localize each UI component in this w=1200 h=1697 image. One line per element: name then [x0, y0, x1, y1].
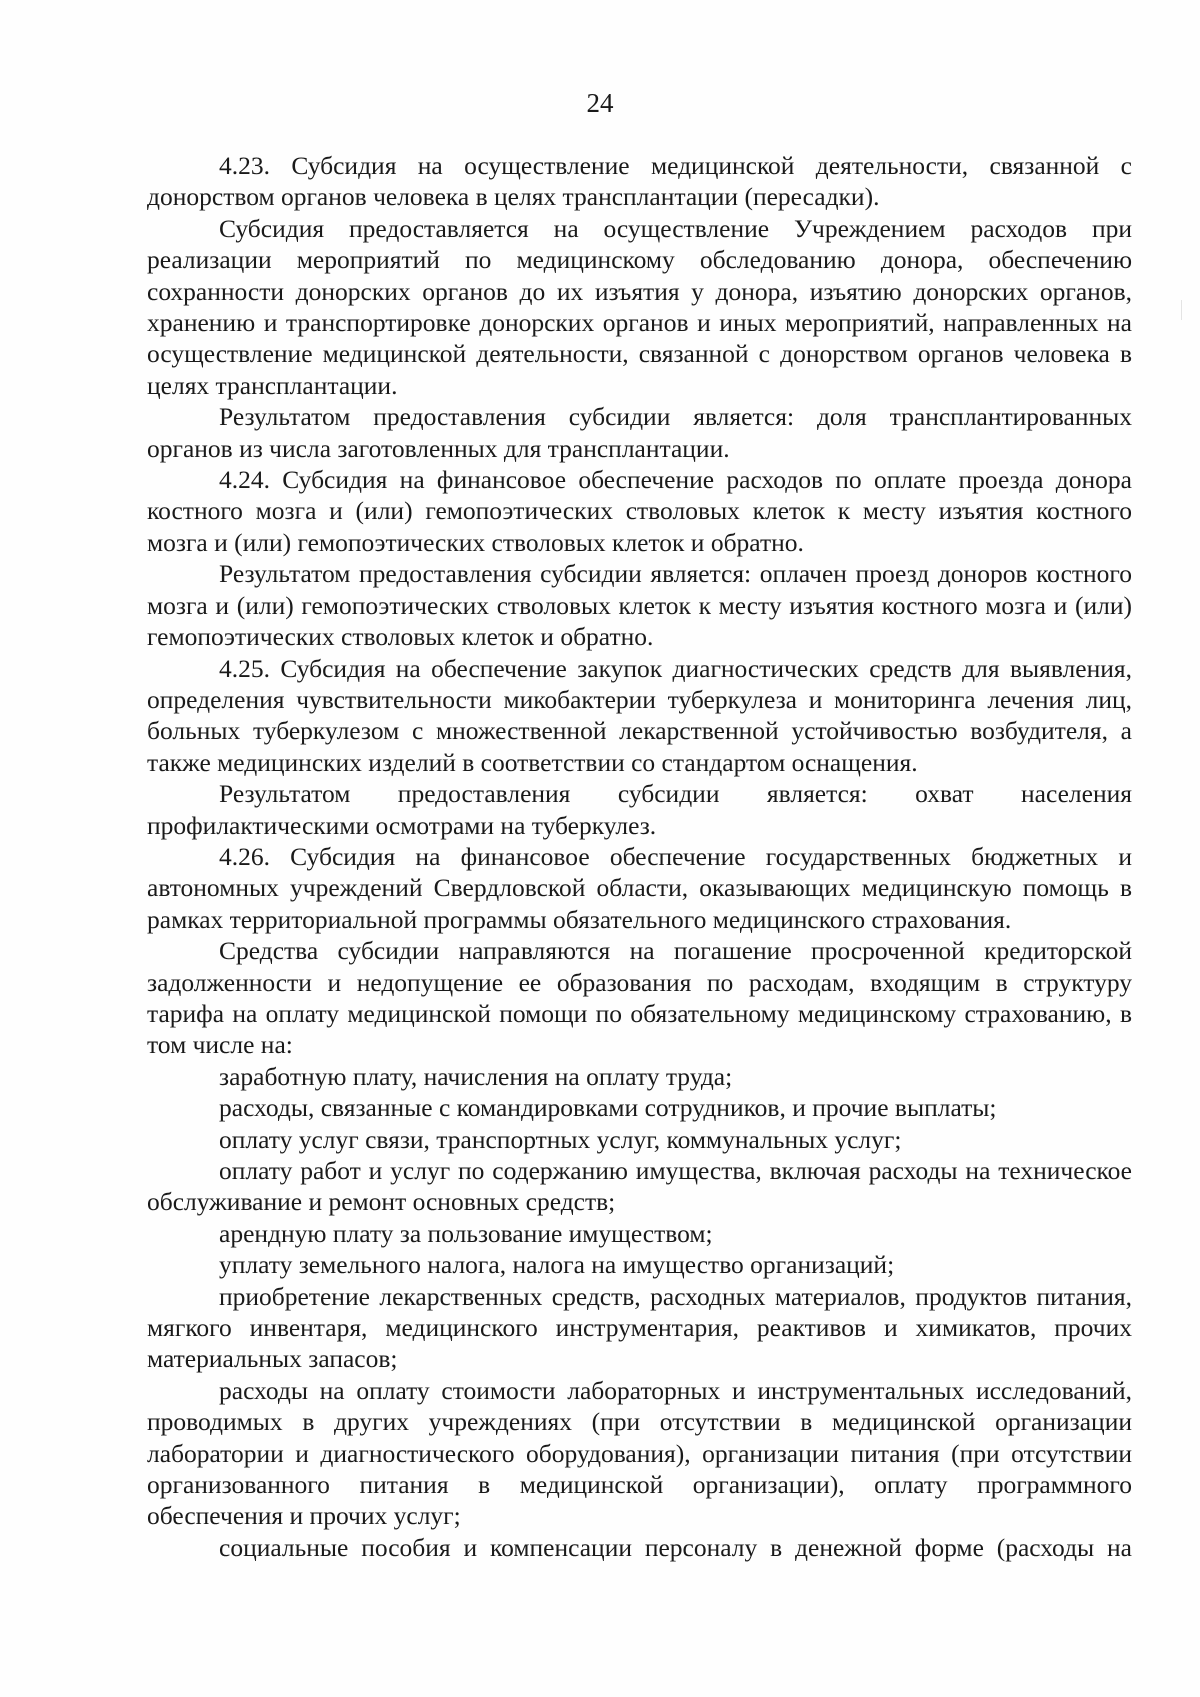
paragraph-4-26-title: 4.26. Субсидия на финансовое обеспечение государственных бюджетных и автономных учреждений Свердловской области, оказывающих медицинскую помощь в рамках территориальной программы обязательного медицинского страхования. [147, 841, 1132, 934]
paragraph-4-25-result: Результатом предоставления субсидии является: охват населения профилактическими осмотрами на туберкулез. [147, 779, 1132, 840]
list-item-rent: арендную плату за пользование имуществом; [219, 1218, 713, 1248]
paragraph-4-25-title: 4.25. Субсидия на обеспечение закупок диагностических средств для выявления, определения чувствительности микобактерии туберкулеза и мониторинга лечения лиц, больных туберкулезом с множественной лекарственной устойчивостью возбудителя, а также медицинских изделий в соответствии со стандартом оснащения. [147, 653, 1132, 777]
list-item-services: расходы на оплату стоимости лабораторных и инструментальных исследований, проводимых в других учреждениях (при отсутствии в медицинской организации лаборатории и диагностического оборудования), организации питания (при отсутствии организованного питания в медицинской организации), оплату программного обеспечения и прочих услуг; [147, 1375, 1132, 1531]
list-item-salary: заработную плату, начисления на оплату труда; [219, 1061, 733, 1091]
list-item-communications: оплату услуг связи, транспортных услуг, коммунальных услуг; [219, 1124, 902, 1154]
paragraph-4-23-result: Результатом предоставления субсидии является: доля трансплантированных органов из числа заготовленных для трансплантации. [147, 402, 1132, 463]
paragraph-4-24-title: 4.24. Субсидия на финансовое обеспечение расходов по оплате проезда донора костного мозга и (или) гемопоэтических стволовых клеток к месту изъятия костного мозга и (или) гемопоэтических стволовых клеток и обратно. [147, 465, 1132, 557]
document-body [147, 150, 1132, 1563]
scan-artifact [1181, 300, 1182, 320]
list-item-social-benefits: социальные пособия и компенсации персоналу в денежной форме (расходы на [219, 1532, 1132, 1562]
list-item-supplies: приобретение лекарственных средств, расходных материалов, продуктов питания, мягкого инвентаря, медицинского инструментария, реактивов и химикатов, прочих материальных запасов; [147, 1281, 1132, 1374]
list-item-maintenance: оплату работ и услуг по содержанию имущества, включая расходы на техническое обслуживание и ремонт основных средств; [147, 1156, 1132, 1217]
list-item-travel: расходы, связанные с командировками сотрудников, и прочие выплаты; [219, 1093, 997, 1123]
paragraph-4-26-funds: Средства субсидии направляются на погашение просроченной кредиторской задолженности и недопущение ее образования по расходам, входящим в структуру тарифа на оплату медицинской помощи по обязательному медицинскому страхованию, в том числе на: [147, 936, 1132, 1060]
paragraph-4-23-title: 4.23. Субсидия на осуществление медицинской деятельности, связанной с донорством органов человека в целях трансплантации (пересадки). [147, 151, 1132, 212]
paragraph-4-24-result: Результатом предоставления субсидии является: оплачен проезд доноров костного мозга и (или) гемопоэтических стволовых клеток к месту изъятия костного мозга и (или) гемопоэтических стволовых клеток и обратно. [147, 559, 1132, 652]
list-item-taxes: уплату земельного налога, налога на имущество организаций; [219, 1250, 895, 1280]
page-number: 24 [586, 88, 614, 118]
paragraph-4-23-description: Субсидия предоставляется на осуществление Учреждением расходов при реализации мероприятий по медицинскому обследованию донора, обеспечению сохранности донорских органов до их изъятия у донора, изъятию донорских органов, хранению и транспортировке донорских органов и иных мероприятий, направленных на осуществление медицинской деятельности, связанной с донорством органов человека в целях трансплантации. [147, 213, 1132, 400]
